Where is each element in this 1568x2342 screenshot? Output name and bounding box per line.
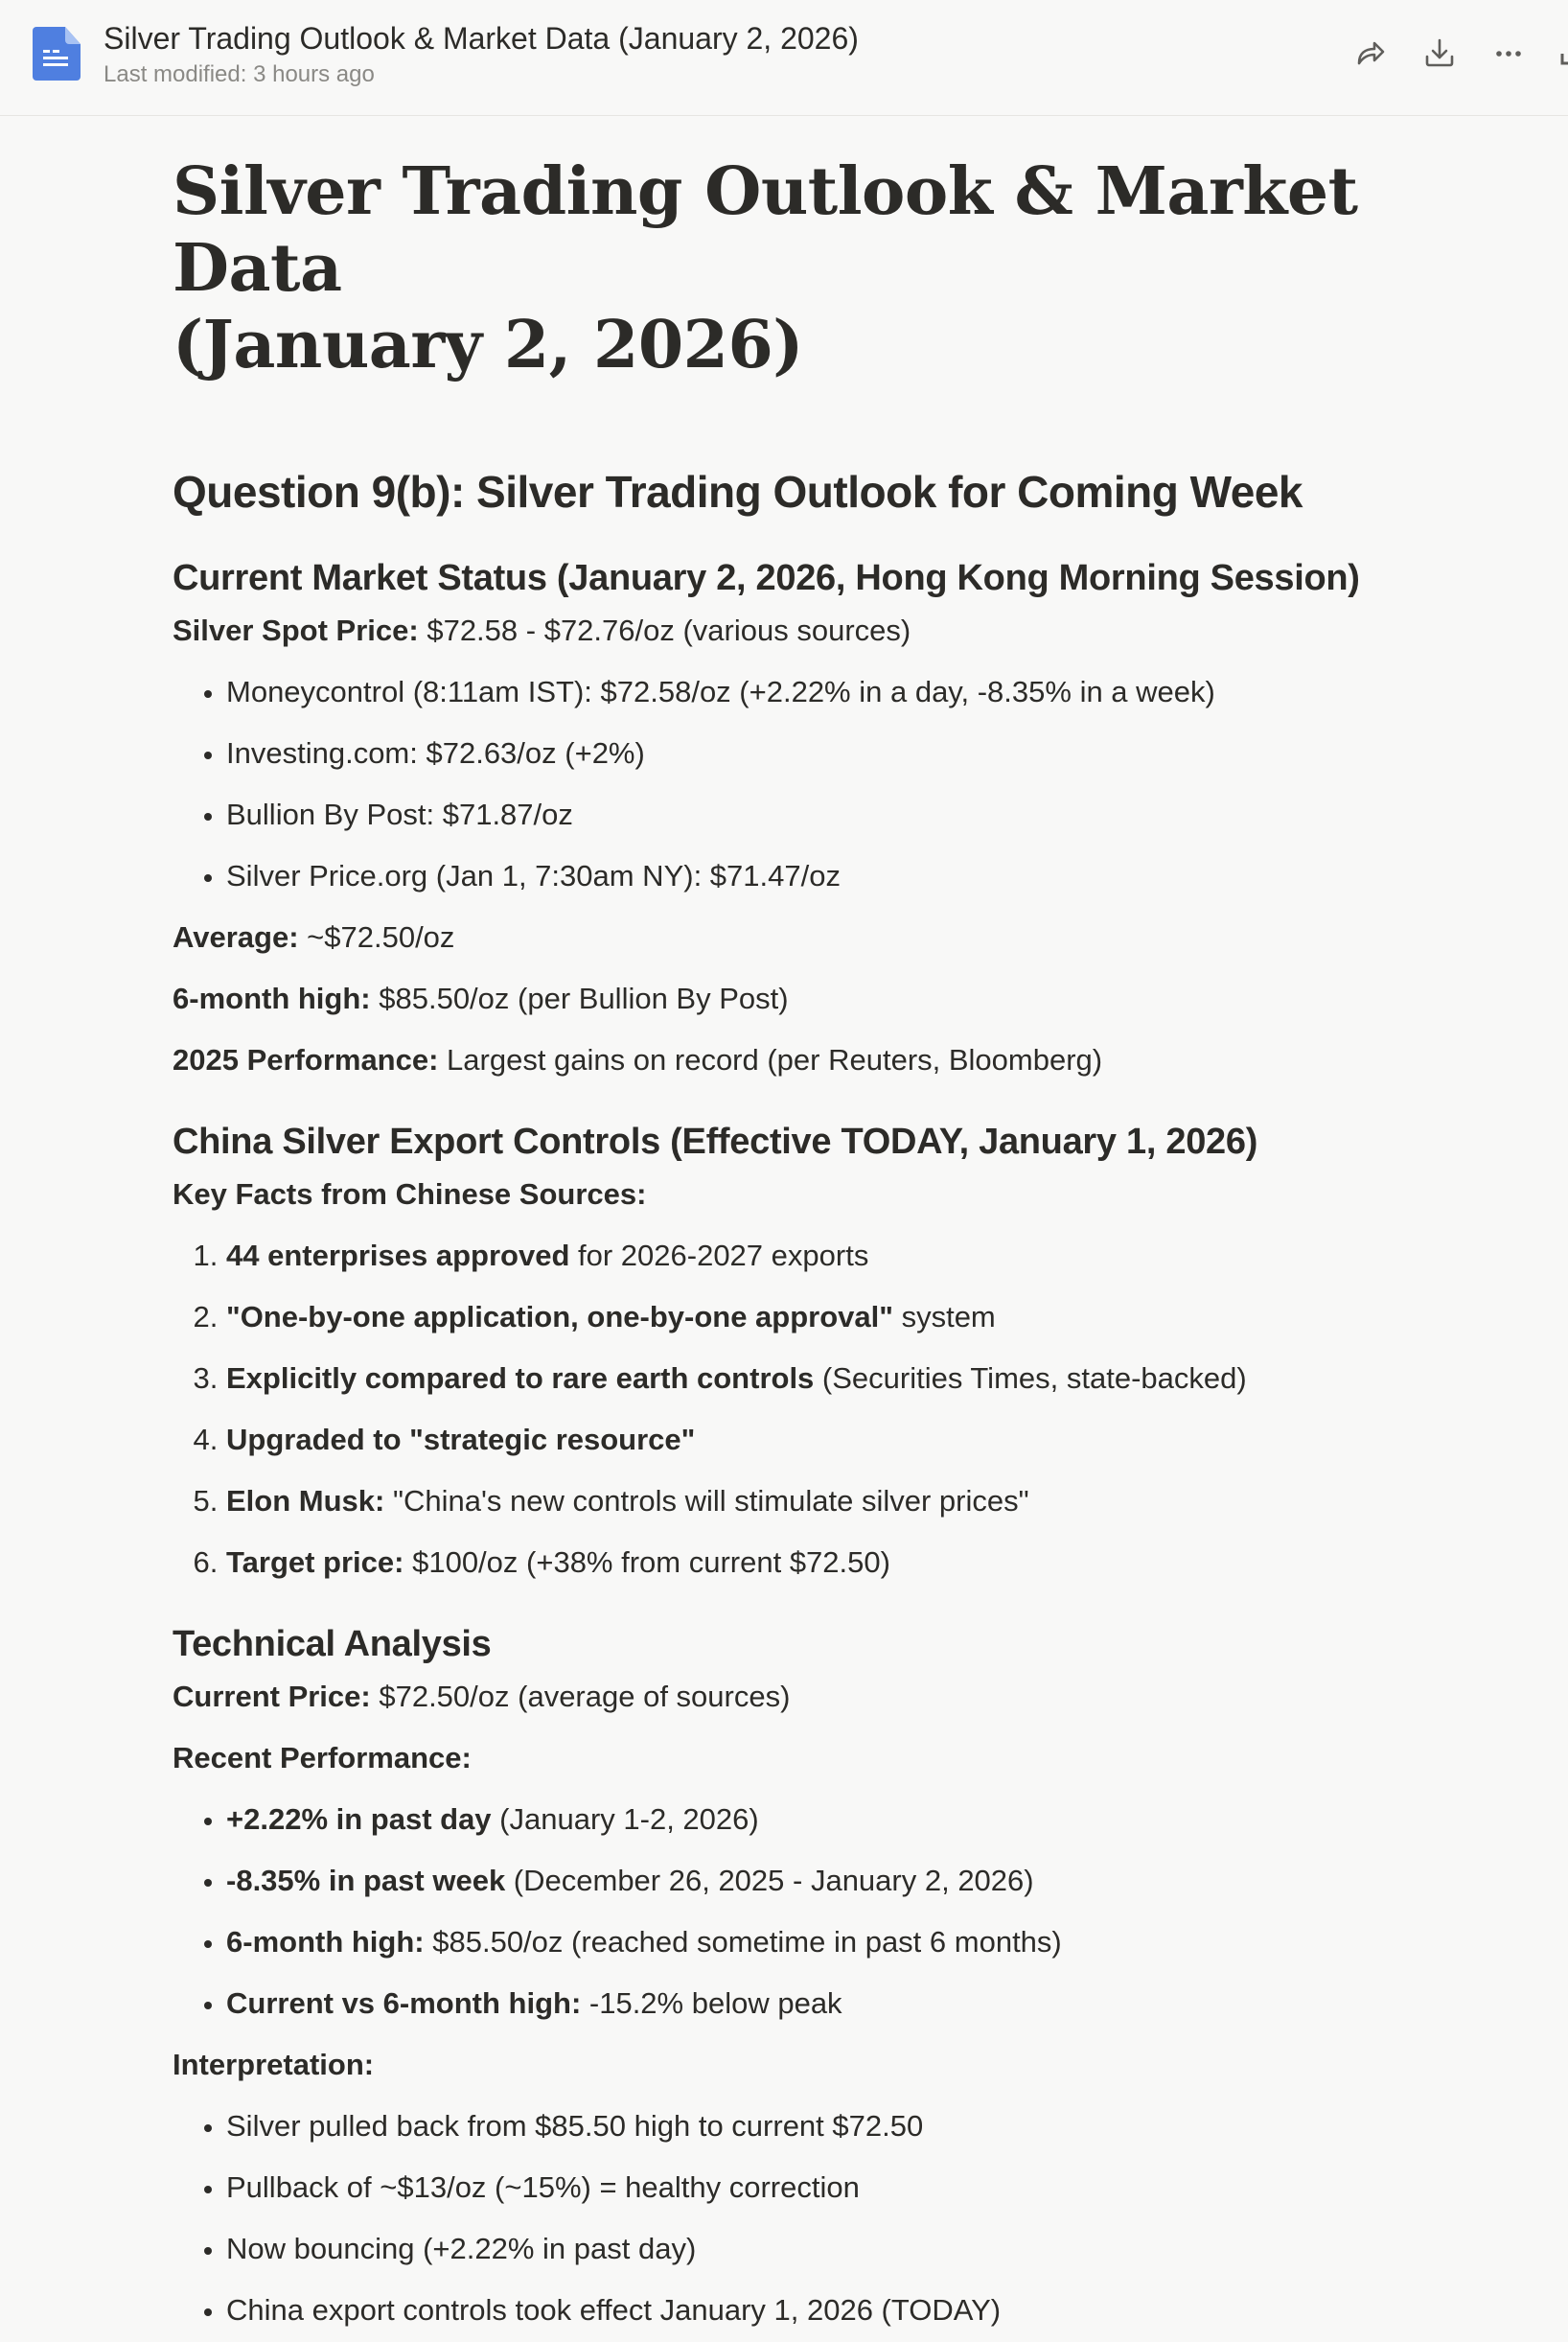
performance-value: Largest gains on record (per Reuters, Bloomberg)	[438, 1043, 1103, 1077]
fact-bold: Upgraded to "strategic resource"	[226, 1423, 696, 1456]
spot-price-value: $72.58 - $72.76/oz (various sources)	[418, 614, 911, 647]
more-icon	[1489, 35, 1528, 73]
performance-line	[173, 1030, 1418, 1091]
list-item: • Bullion By Post: $71.87/oz	[226, 784, 1418, 846]
price-sources-list	[173, 661, 1418, 907]
recent-performance-label	[173, 1728, 1418, 1789]
list-item	[226, 1409, 1418, 1471]
document-icon	[33, 27, 82, 81]
list-item	[226, 1225, 1418, 1287]
fact-text: for 2026-2027 exports	[569, 1239, 869, 1272]
technical-analysis-heading: Technical Analysis	[173, 1624, 492, 1664]
share-icon	[1351, 35, 1390, 73]
fact-text: $100/oz (+38% from current $72.50)	[404, 1545, 890, 1579]
recent-performance-label-text: Recent Performance:	[173, 1741, 472, 1774]
key-facts-label-text: Key Facts from Chinese Sources:	[173, 1177, 647, 1211]
document-header	[0, 0, 1568, 116]
fact-text: "China's new controls will stimulate silver prices"	[384, 1484, 1029, 1518]
list-item: • China export controls took effect January 1, 2026 (TODAY)	[226, 2280, 1418, 2341]
fact-text: (Securities Times, state-backed)	[814, 1361, 1247, 1395]
interpretation-label-text: Interpretation:	[173, 2048, 375, 2081]
average-value: ~$72.50/oz	[298, 920, 455, 954]
list-item	[226, 1850, 1418, 1912]
six-month-high-line	[173, 968, 1418, 1030]
current-price-label: Current Price:	[173, 1680, 371, 1713]
fact-text: system	[892, 1300, 996, 1333]
panel-icon	[1558, 35, 1568, 73]
perf-text: (January 1-2, 2026)	[491, 1802, 759, 1836]
list-item	[226, 1348, 1418, 1409]
list-item	[226, 1912, 1418, 1973]
more-options-button[interactable]	[1489, 35, 1528, 73]
list-item: • Silver Price.org (Jan 1, 7:30am NY): $71.47/oz	[226, 846, 1418, 907]
document-heading-line1: Silver Trading Outlook & Market Data	[173, 153, 1358, 307]
key-facts-label	[173, 1164, 1418, 1225]
key-facts-list	[173, 1225, 1418, 1593]
current-price-value: $72.50/oz (average of sources)	[370, 1680, 791, 1713]
fact-bold: Target price:	[226, 1545, 404, 1579]
share-button[interactable]	[1351, 35, 1390, 73]
current-price-line	[173, 1666, 1418, 1728]
list-item: • Investing.com: $72.63/oz (+2%)	[226, 723, 1418, 784]
interpretation-list	[173, 2096, 1418, 2341]
perf-bold: -8.35% in past week	[226, 1864, 506, 1897]
recent-performance-list	[173, 1789, 1418, 2034]
list-item: • Moneycontrol (8:11am IST): $72.58/oz (+2.22% in a day, -8.35% in a week)	[226, 661, 1418, 723]
download-button[interactable]	[1420, 35, 1459, 73]
list-item: • Pullback of ~$13/oz (~15%) = healthy correction	[226, 2157, 1418, 2218]
spot-price-label: Silver Spot Price:	[173, 614, 419, 647]
document-body	[173, 153, 1418, 2341]
perf-text: $85.50/oz (reached sometime in past 6 months)	[424, 1925, 1062, 1959]
last-modified: Last modified: 3 hours ago	[104, 61, 375, 87]
list-item: • Silver pulled back from $85.50 high to current $72.50	[226, 2096, 1418, 2157]
list-item: • Now bouncing (+2.22% in past day)	[226, 2218, 1418, 2280]
perf-text: (December 26, 2025 - January 2, 2026)	[505, 1864, 1034, 1897]
list-item	[226, 1471, 1418, 1532]
china-controls-heading: China Silver Export Controls (Effective TODAY, January 1, 2026)	[173, 1122, 1258, 1162]
fact-bold: Explicitly compared to rare earth controls	[226, 1361, 815, 1395]
perf-text: -15.2% below peak	[581, 1986, 842, 2020]
average-label: Average:	[173, 920, 299, 954]
collapse-panel-button[interactable]	[1558, 35, 1568, 73]
six-month-high-label: 6-month high:	[173, 982, 371, 1015]
fact-bold: "One-by-one application, one-by-one approval"	[226, 1300, 893, 1333]
perf-bold: +2.22% in past day	[226, 1802, 492, 1836]
spot-price-line	[173, 600, 1418, 661]
average-line	[173, 907, 1418, 968]
question-heading: Question 9(b): Silver Trading Outlook for Coming Week	[173, 467, 1303, 517]
document-heading	[173, 153, 1418, 383]
document-heading-line2: (January 2, 2026)	[173, 307, 803, 383]
list-item	[226, 1973, 1418, 2034]
perf-bold: Current vs 6-month high:	[226, 1986, 582, 2020]
fact-bold: Elon Musk:	[226, 1484, 385, 1518]
download-icon	[1420, 35, 1459, 73]
list-item	[226, 1789, 1418, 1850]
interpretation-label	[173, 2034, 1418, 2096]
performance-label: 2025 Performance:	[173, 1043, 439, 1077]
list-item	[226, 1287, 1418, 1348]
six-month-high-value: $85.50/oz (per Bullion By Post)	[370, 982, 789, 1015]
fact-bold: 44 enterprises approved	[226, 1239, 570, 1272]
market-status-heading: Current Market Status (January 2, 2026, Hong Kong Morning Session)	[173, 558, 1360, 598]
document-title: Silver Trading Outlook & Market Data (January 2, 2026)	[104, 21, 859, 56]
list-item	[226, 1532, 1418, 1593]
perf-bold: 6-month high:	[226, 1925, 425, 1959]
